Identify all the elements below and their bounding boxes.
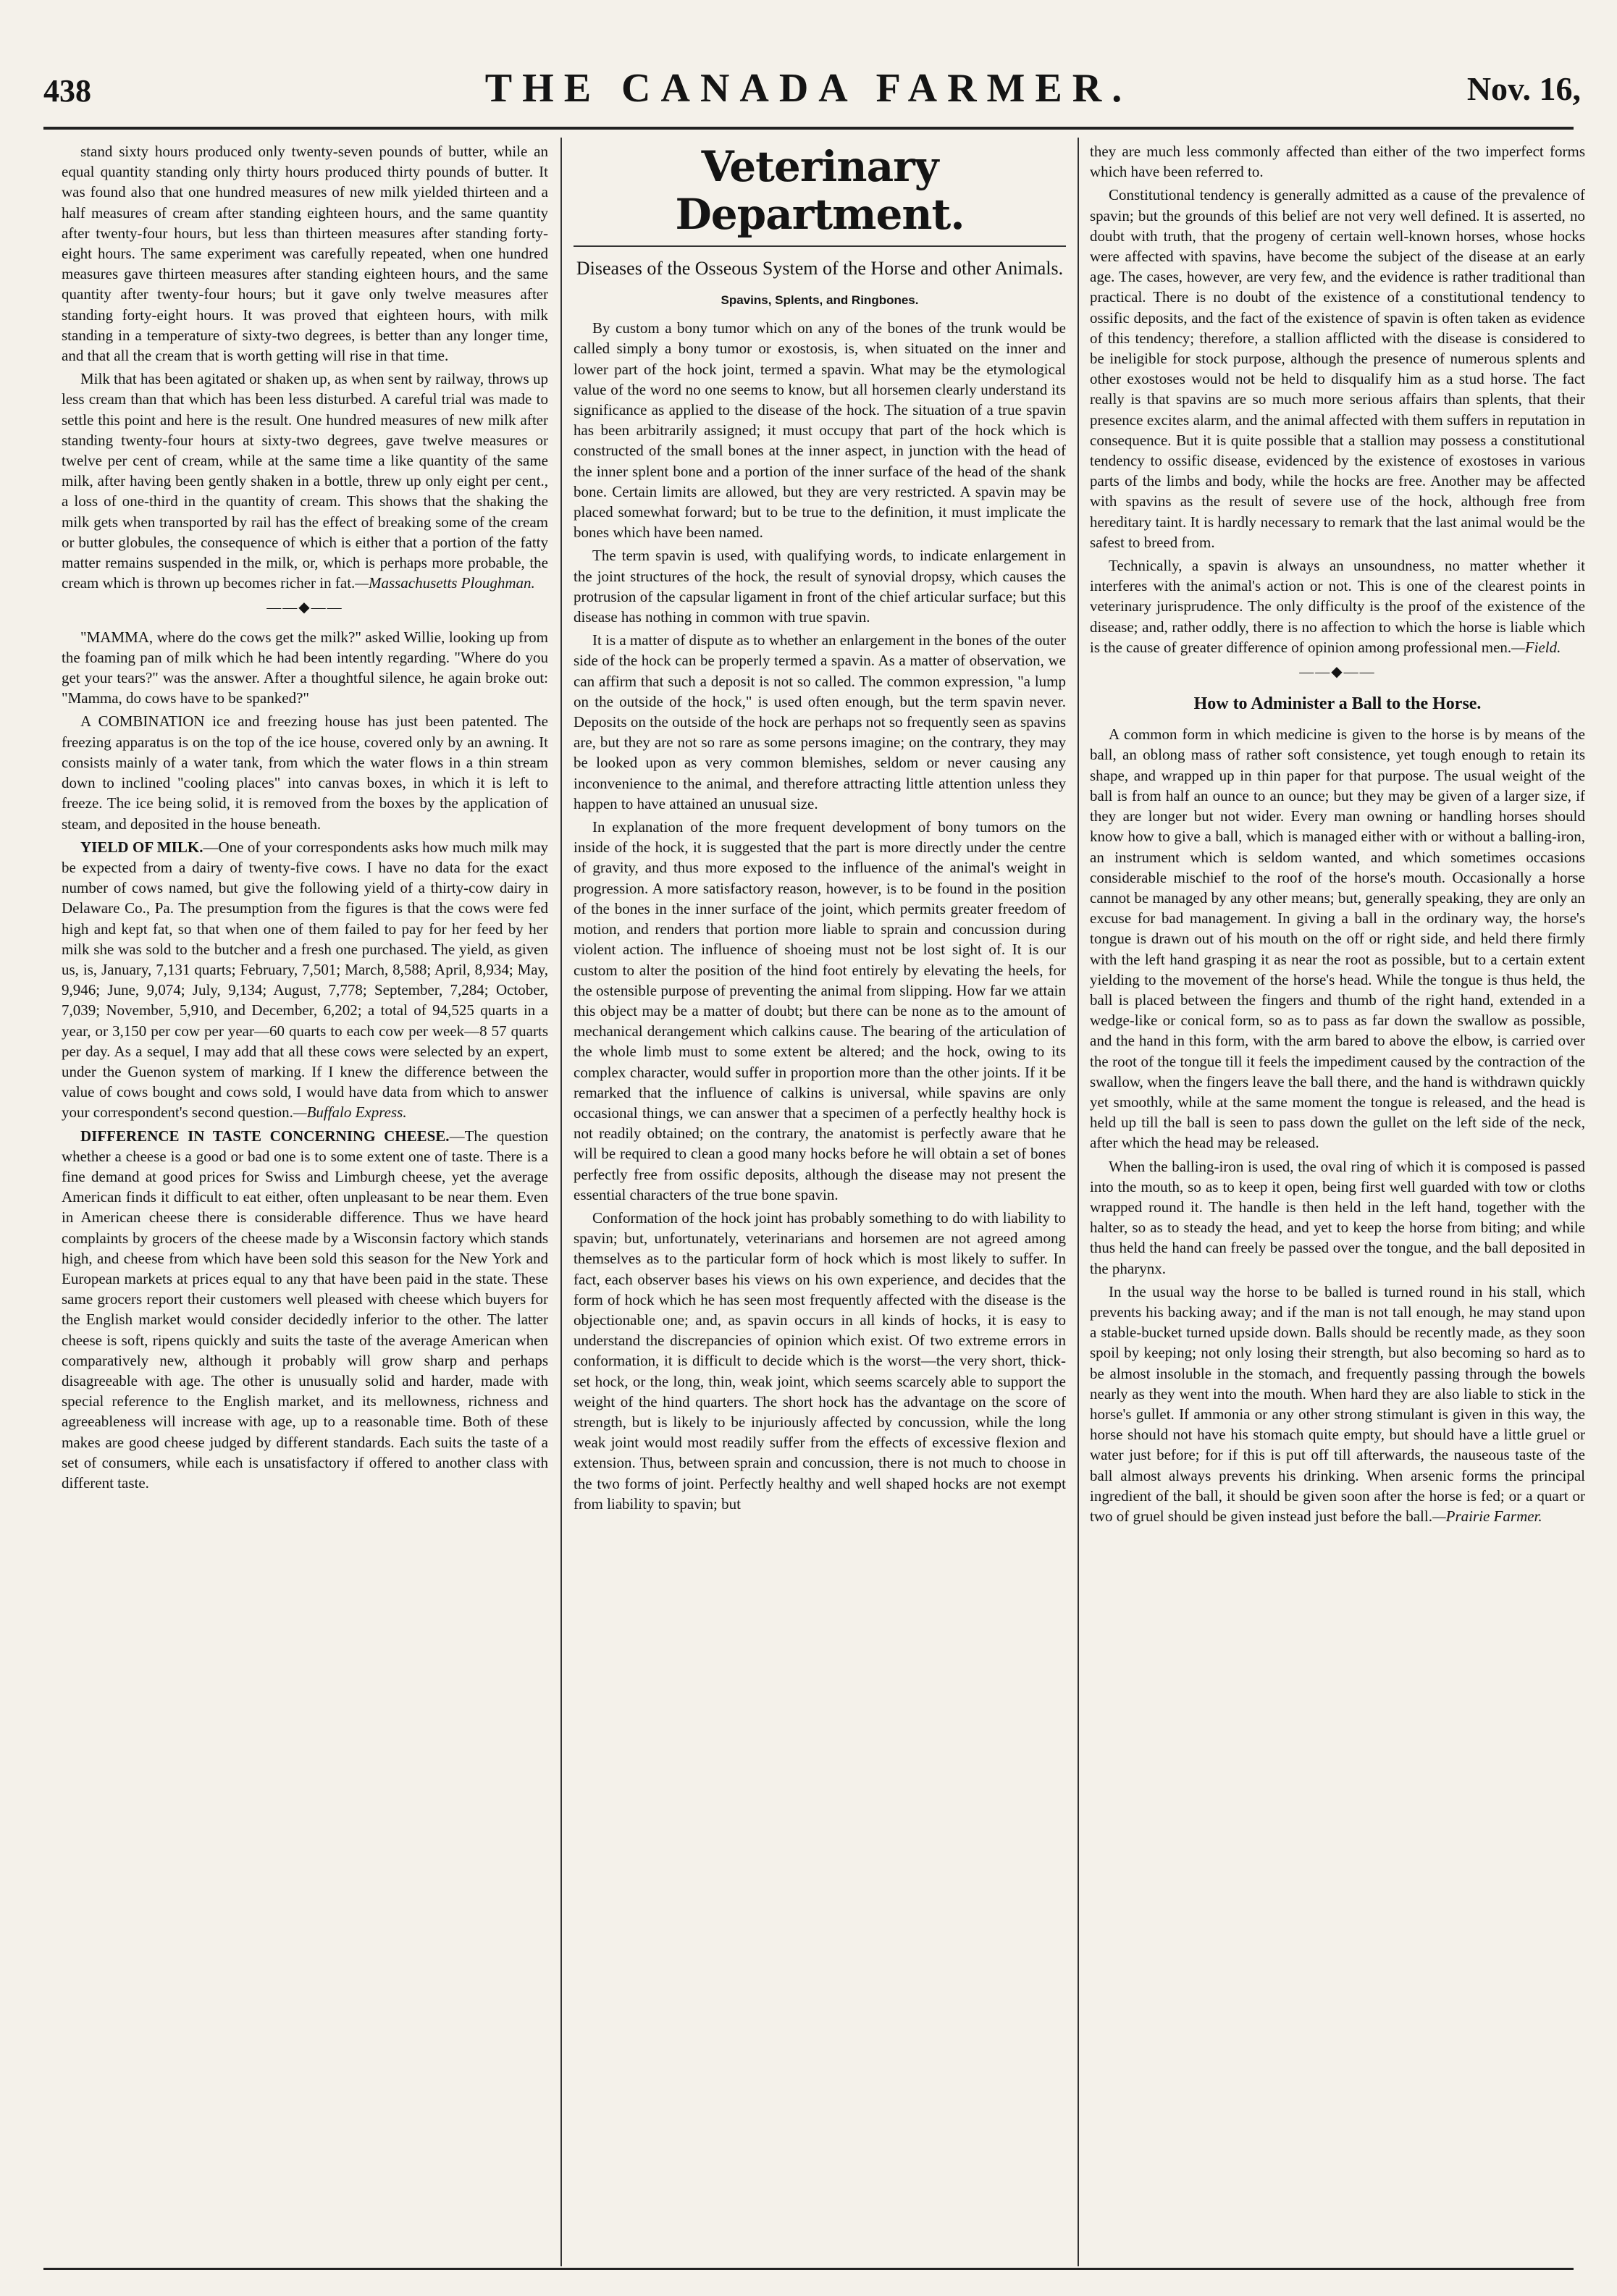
article-paragraph: "MAMMA, where do the cows get the milk?" asked Willie, looking up from the foaming pan of milk which he had been intently regarding. "Where do you get your tears?" was the answer. After a thoughtful silence, he again broke out: "Mamma, do cows have to be spanked?" — [62, 628, 548, 707]
article-paragraph: A common form in which medicine is given to the horse is by means of the ball, an oblong mass of rather soft consistence, yet tough enough to retain its shape, and wrapped up in thin paper for that purpose. The usual weight of the ball is from half an ounce to an ounce; but they may be given of a larger size, if they are longer but not wider. Every man owning or handling horses should know how to give a ball, which is managed either with or without a balling-iron, an instrument which is seldom wanted, and which sometimes occasions considerable mischief to the roof of the horse's mouth. Occasionally a horse cannot be managed by any other means; but, generally speaking, they are only an excuse for bad management. In giving a ball in the ordinary way, the horse's tongue is drawn out of his mouth on the off or right side, and held there firmly with the left hand grasping it as near the root as possible, but to a certain extent yielding to the movement of the horse's head. While the tongue is thus held, the ball is placed between the fingers and thumb of the right hand, extended in a wedge-like or conical form, so as to pass as far down the swallow as possible, and the hand in this form, with the arm bared to above the elbow, is carried over the root of the tongue till it feels the impediment caused by the contraction of the swallow, when the fingers leave the ball there, and the hand is withdrawn quickly yet smoothly, while at the same moment the tongue is released, and the head is held up till the ball is seen to pass down the gullet on the left side of the neck, after which the head may be released. — [1090, 726, 1585, 1152]
paragraph-text: Technically, a spavin is always an unsoundness, no matter whether it interferes with the animal's action or not. This is one of the clearest points in veterinary jurisprudence. The only difficulty is the proof of the existence of the disease; and, rather oddly, there is no affection to which the horse is liable which is the cause of greater difference of opinion among professional men. — [1090, 557, 1585, 656]
column-right — [1090, 141, 1585, 2263]
article-paragraph: The term spavin is used, with qualifying words, to indicate enlargement in the joint structures of the hock, the result of synovial dropsy, which causes the protrusion of the capsular ligament in front of the chief articular surface; but this disease has nothing in common with true spavin. — [574, 547, 1066, 626]
article-paragraph: By custom a bony tumor which on any of the bones of the trunk would be called simply a bony tumor or exostosis, is, when situated on the inner and lower part of the hock joint, termed a spavin. What may be the etymological value of the word no one seems to know, but all horsemen clearly understand its significance as applied to the disease of the hock. The situation of a true spavin has been arbitrarily assigned; it must occupy that part of the hock which is constructed of the small bones at the inner aspect, in junction with the head of the inner splent bone and a portion of the inner surface of the head of the shank bone. Certain limits are allowed, but they are very restricted. A spavin may be placed somewhat forward; but to be true to the definition, it must implicate the bones which have been named. — [574, 319, 1066, 542]
heading-rule — [574, 245, 1066, 247]
ornament-separator: ——◆—— — [266, 600, 343, 616]
article-paragraph — [62, 837, 548, 1123]
article-paragraph: Constitutional tendency is generally admitted as a cause of the prevalence of spavin; but the grounds of this belief are not very well defined. It is asserted, no doubt with truth, that the progeny of certain well-known horses, whose hocks were affected with spavins, have become the subject of the disease at an early age. The cases, however, are very few, and the evidence is rather traditional than practical. There is no doubt of the existence of a constitutional tendency to ossific deposits, and the fact of the existence of spavin is often taken as evidence of this tendency; therefore, a stallion afflicted with the disease is considered to be ineligible for stock purpose, although the presence of numerous splents and other exostoses would not be held to disqualify him as a stud horse. The fact really is that spavins are so much more serious affairs than splents, that their presence excites alarm, and the animal affected with them suffers in reputation in consequence. But it is quite possible that a stallion may possess a constitutional tendency to ossific disease, evidenced by the existence of exostoses in various parts of the limbs and body, while the hocks are free. Another may be affected with spavins as the result of severe use of the hock, although free from hereditary taint. It is hardly necessary to remark that the last animal would be the safest to breed from. — [1090, 186, 1585, 551]
article-paragraph: When the balling-iron is used, the oval ring of which it is composed is passed into the mouth, so as to keep it open, being first well guarded with tow or cloths wrapped round it. The handle is then held in the left hand, together with the halter, so as to steady the head, and yet to keep the horse from biting; and while thus held the hand can freely be passed over the tongue, and the ball deposited in the pharynx. — [1090, 1157, 1585, 1277]
article-paragraph — [62, 1126, 548, 1494]
article-paragraph — [1090, 555, 1585, 657]
article-paragraph: It is a matter of dispute as to whether an enlargement in the bones of the outer side of the hock can be properly termed a spavin. As a matter of observation, we can affirm that such a deposit is not so called. The common expression, "a lump on the outside of the hock," is used often enough, but the term spavin never. Deposits on the outside of the hock are perhaps not so frequently seen as spavins are, but they are not so rare as some persons imagine; on the contrary, they may be looked upon as very common blemishes, seldom or never causing any inconvenience to the animal, and therefore attracting little attention unless they happen to have attained an unusual size. — [574, 631, 1066, 812]
page-number: 438 — [43, 73, 91, 109]
section-title: Diseases of the Osseous System of the Horse and other Animals. — [576, 258, 1064, 279]
masthead — [22, 65, 1595, 109]
column-divider — [560, 138, 562, 2266]
source-credit: —Prairie Farmer. — [1432, 1507, 1542, 1525]
article-paragraph: stand sixty hours produced only twenty-seven pounds of butter, while an equal quantity standing only thirty hours produced thirty pounds of butter. It was found also that one hundred measures of new milk yielded thirteen and a half measures of cream after standing eighteen hours, and the same quantity after twenty-four hours, but less than thirteen measures after standing forty-eight hours. The same experiment was carefully repeated, when one hundred measures gave thirteen measures after standing eighteen hours, and the same quantity after twenty-four hours; but it gave only twelve measures after standing forty-eight hours. It was proved that eighteen hours, with milk standing in a temperature of sixty-two degrees, is better than any longer time, and that all the cream that is worth getting will rise in that time. — [62, 143, 548, 365]
article-paragraph: Conformation of the hock joint has probably something to do with liability to spavin; but, unfortunately, veterinarians and horsemen are not agreed among themselves as to the particular form of hock which is most likely to suffer. In fact, each observer bases his views on his own experience, and decides that the form of hock which he has seen most frequently affected with the disease is the objectionable one; and, as spavin occurs in all kinds of hocks, it is easy to understand the discrepancies of opinion which exist. Of two extreme errors in conformation, it is difficult to decide which is the worst—the very short, thick-set hock, or the long, thin, weak joint, which seems scarcely able to support the weight of the hind quarters. The short hock has the advantage on the score of strength, but is likely to be injuriously affected by concussion, while the long weak joint would most readily suffer from the effects of excessive flexion and extension. Thus, between sprain and concussion, there is not much to choose in the two forms of joint. Perfectly healthy and well shaped hocks are not exempt from liability to spavin; but — [574, 1208, 1066, 1513]
paragraph-text: —The question whether a cheese is a good or bad one is to some extent one of taste. There is a fine demand at good prices for Swiss and Limburgh cheese, yet the average American finds it difficult to eat either, often unpleasant to be near them. Even in American cheese there is considerable difference. Thus we have heard complaints by grocers of the cheese made by a Wisconsin factory which stands high, and cheese from which have been sold this season for the New York and European markets at prices equal to any that have been paid in the state. These same grocers report their customers well pleased with cheese which buyers for the English market would consider decidedly inferior to the other. The latter cheese is soft, ripens quickly and suits the taste of the average American when comparatively new, although it probably will grow sharp and perhaps disagreeable with age. The other is unusually solid and harder, made with special reference to the English market, and its mellowness, richness and agreeableness will increase with age, up to a reasonable time. Both of these makes are good cheese judged by different standards. Each suits the taste of a set of consumers, while each is unsatisfactory if offered to another class with different taste. — [62, 1127, 548, 1492]
subsection-title: Spavins, Splents, and Ringbones. — [721, 293, 919, 307]
issue-date: Nov. 16, — [1466, 70, 1581, 107]
paragraph-text: In the usual way the horse to be balled is turned round in his stall, which prevents his backing away; and if the man is not tall enough, he may stand upon a stable-bucket turned upside down. Balls should be recently made, as they soon spoil by keeping; not only losing their strength, but also becoming so hard as to be almost insoluble in the stomach, and frequently passing through the bowels nearly as they went into the mouth. When hard they are also liable to stick in the horse's gullet. If ammonia or any other strong stimulant is given in this way, the horse should not have his stomach quite empty, but should have a little gruel or water just before; for if this is put off till afterwards, the nauseous taste of the ball almost always prevents his drinking. When arsenic forms the principal ingredient of the ball, it should be given soon after the horse is fed; or a quart or two of gruel should be given instead just before the ball. — [1090, 1282, 1585, 1525]
footer-rule — [43, 2268, 1574, 2270]
column-divider — [1078, 138, 1079, 2266]
ornament-separator: ——◆—— — [1299, 664, 1376, 681]
paragraph-text: Milk that has been agitated or shaken up, as when sent by railway, throws up less cream than that which has been less disturbed. A careful trial was made to settle this point and here is the result. One hundred measures of new milk after standing twenty-four hours at sixty-two degrees, gave twelve measures or twelve per cent of cream, while at the same time a like quantity of the same milk, after having been gently shaken in a bottle, threw up only eight per cent., a loss of one-third in the quantity of cream. This shows that the shaking the milk gets when transported by rail has the effect of breaking some of the cream or butter globules, the consequence of which is either that a portion of the fatty matter remains suspended in the milk, or, which is perhaps more probable, the cream which is thrown up becomes richer in fat. — [62, 370, 548, 592]
masthead-rule — [43, 127, 1574, 130]
newspaper-title: THE CANADA FARMER. — [484, 66, 1133, 111]
section-title: How to Administer a Ball to the Horse. — [1193, 694, 1482, 714]
article-paragraph: they are much less commonly affected than either of the two imperfect forms which have been referred to. — [1090, 143, 1585, 181]
article-paragraph: In explanation of the more frequent development of bony tumors on the inside of the hock, it is suggested that the part is more directly under the centre of gravity, and thus more exposed to the influence of the animal's weight in progression. A more satisfactory reason, however, is to be found in the position of the bones in the inner surface of the joint, which permits greater freedom of motion, and renders that portion more liable to sprain and concussion during violent action. The influence of shoeing must not be lost sight of. It is our custom to alter the position of the hind foot entirely by elevating the heels, for the ostensible purpose of preventing the animal from slipping. How far we attain this object may be a matter of doubt; but there can be none as to the amount of mechanical derangement which calkins cause. The bearing of the articulation of the whole limb must to some extent be altered; and the hock, owing to its complex character, would suffer in proportion more than the other joints. If it be remarked that the influence of calkins is universal, while spavins are only occasional things, we can answer that a specimen of a perfectly healthy hock is not readily obtained; on the contrary, the anatomist is perfectly aware that he will be required to clean a good many hocks before he will obtain a set of bones perfectly free from ossific deposits, although the disease may not present the essential characters of the true bone spavin. — [574, 818, 1066, 1203]
article-paragraph: A COMBINATION ice and freezing house has just been patented. The freezing apparatus is on the top of the ice house, covered only by an awning. It consists mainly of a water tank, from which the water flows in a thin stream down to inclined "cooling places" into canvas boxes, in which it is left to freeze. The ice being solid, it is removed from the boxes by the application of steam, and deposited in the house beneath. — [62, 712, 548, 833]
source-credit: —Massachusetts Ploughman. — [355, 574, 535, 592]
article-paragraph — [62, 369, 548, 593]
column-left — [62, 141, 548, 2263]
department-title: Veterinary Department. — [675, 142, 965, 239]
column-middle — [574, 141, 1066, 2263]
article-paragraph — [1090, 1282, 1585, 1526]
source-credit: —Buffalo Express. — [293, 1103, 407, 1122]
item-heading: DIFFERENCE IN TASTE CONCERNING CHEESE. — [80, 1127, 450, 1145]
source-credit: —Field. — [1511, 638, 1561, 656]
paragraph-text: —One of your correspondents asks how much milk may be expected from a dairy of twenty-five cows. I have no data for the exact number of cows named, but give the following yield of a thirty-cow dairy in Delaware Co., Pa. The presumption from the figures is that the cows were fed high and kept fat, so that when one of them failed to pay for her feed by her milk she was sold to the butcher and a fresh one purchased. The yield, as given us, is, January, 7,131 quarts; February, 7,501; March, 8,588; April, 8,934; May, 9,946; June, 9,074; July, 9,134; August, 7,778; September, 7,284; October, 7,039; November, 5,910, and December, 6,202; a total of 94,525 quarts in a year, or 3,150 per cow per year—60 quarts to each cow per week—8 57 quarts per day. As a sequel, I may add that all these cows were selected by an expert, under the Guenon system of marking. If I knew the difference between the value of cows bought and cows sold, I would have data from which to answer your correspondent's second question. — [62, 838, 548, 1122]
item-heading: YIELD OF MILK. — [80, 838, 203, 856]
